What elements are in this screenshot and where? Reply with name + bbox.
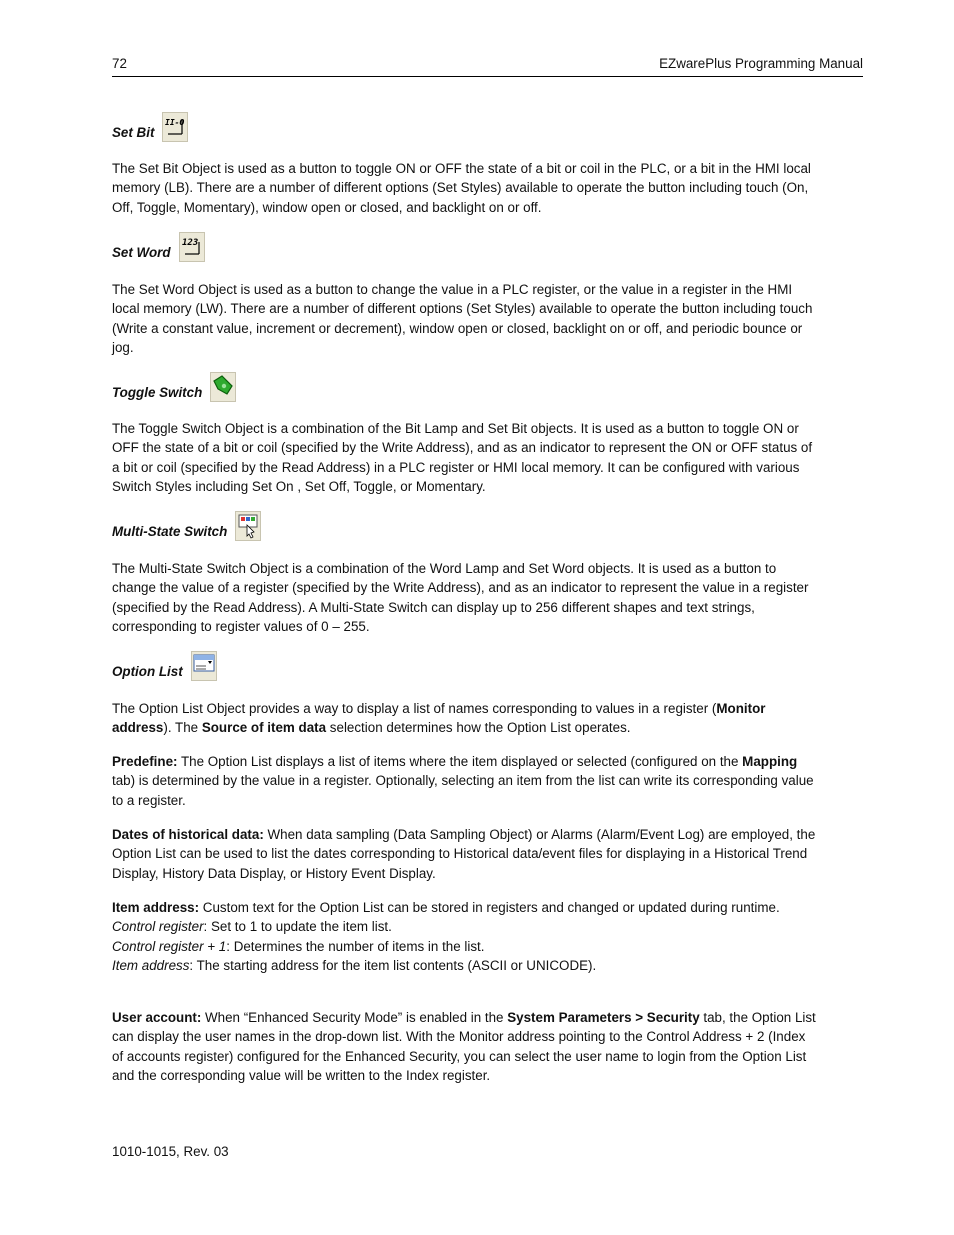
multi-state-switch-body: The Multi-State Switch Object is a combination of the Word Lamp and Set Word objects. It is used as a button to change the value of a register (specified by the Write Address), and as an indicator to represent the value in a register (specified by the Read Address). A Multi-State Switch can display up to 256 different shapes and text strings, corresponding to register values of 0 – 255. <box>112 561 809 634</box>
dates-label: Dates of historical data: <box>112 827 264 842</box>
control-register-plus-1-line: Control register + 1: Determines the number of items in the list. <box>112 938 485 954</box>
option-list-item-address: Item address: Custom text for the Option List can be stored in registers and changed or updated during runtime. Control register: Set to 1 to update the item list. Control register + 1: Determines the number of items in the list. Item address: The starting address for the item list contents (ASCII or UNICODE). <box>112 898 817 975</box>
section-title-toggle-switch <box>112 372 234 400</box>
toggle-switch-title: Toggle Switch <box>112 385 203 400</box>
manual-title: EZwarePlus Programming Manual <box>659 56 863 71</box>
toggle-switch-body: The Toggle Switch Object is a combination of the Bit Lamp and Set Bit objects. It is used as a button to toggle ON or OFF the state of a bit or coil (specified by the Write Address), and as an indicator to represent the ON or OFF status of a bit or coil (specified by the Read Address) in a PLC register or HMI local memory. It can be configured with various Switch Styles including Set On , Set Off, Toggle, or Momentary. <box>112 421 813 494</box>
option-list-title: Option List <box>112 664 183 679</box>
option-list-intro: The Option List Object provides a way to display a list of names corresponding to values in a register (Monitor address). The Source of item data selection determines how the Option List operates. <box>112 701 766 736</box>
option-list-user-account: User account: When “Enhanced Security Mode” is enabled in the System Parameters > Security tab, the Option List can display the user names in the drop-down list. With the Monitor address pointing to the Control Address + 2 (Index of accounts register) configured for the Enhanced Security, you can select the user name to login from the Option List and the corresponding value will be written to the Index register. <box>112 1010 816 1083</box>
predefine-label: Predefine: <box>112 754 178 769</box>
svg-text:123: 123 <box>181 238 198 248</box>
mapping-term: Mapping <box>742 754 798 769</box>
user-account-label: User account: <box>112 1010 202 1025</box>
option-list-icon <box>191 651 215 679</box>
set-word-body: The Set Word Object is used as a button to change the value in a PLC register, or the value in a register in the HMI local memory (LW). There are a number of different options (Set Styles) available to operate the button including touch (Write a constant value, increment or decrement), window open or closed, backlight on or off, and periodic bounce or jog. <box>112 282 813 355</box>
item-address-line: Item address: The starting address for the item list contents (ASCII or UNICODE). <box>112 957 597 973</box>
set-bit-body: The Set Bit Object is used as a button to toggle ON or OFF the state of a bit or coil in the PLC, or a bit in the HMI local memory (LB). There are a number of different options (Set Styles) available to operate the button including touch (On, Off, Toggle, Momentary), window open or closed, and backlight on or off. <box>112 161 811 215</box>
toggle-switch-icon <box>210 372 234 400</box>
page-footer: 1010-1015, Rev. 03 <box>112 1144 229 1159</box>
item-address-label: Item address: <box>112 900 200 915</box>
svg-text:II-O: II-O <box>165 118 185 127</box>
set-word-icon <box>179 232 203 260</box>
set-bit-title: Set Bit <box>112 125 155 140</box>
option-list-predefine: Predefine: The Option List displays a list of items where the item displayed or selected (configured on the Mapping tab) is determined by the value in a register. Optionally, selecting an item from the list can write its corresponding value to a register. <box>112 754 814 808</box>
multi-state-switch-icon <box>235 511 259 539</box>
set-bit-icon <box>162 112 186 140</box>
set-word-title: Set Word <box>112 245 171 260</box>
option-list-dates: Dates of historical data: When data sampling (Data Sampling Object) or Alarms (Alarm/Event Log) are employed, the Option List can be used to list the dates corresponding to Historical data/event files for displaying in a Historical Trend Display, History Data Display, or History Event Display. <box>112 827 816 881</box>
section-title-set-bit <box>112 112 186 140</box>
section-title-multi-state-switch <box>112 511 259 539</box>
multi-state-switch-title: Multi-State Switch <box>112 524 228 539</box>
system-parameters-security-term: System Parameters > Security <box>507 1010 700 1025</box>
section-title-option-list <box>112 651 215 679</box>
monitor-address-term: Monitor address <box>112 701 766 736</box>
source-of-item-data-term: Source of item data <box>201 720 327 736</box>
page-header <box>112 56 863 77</box>
section-title-set-word <box>112 232 203 260</box>
page-number: 72 <box>112 56 127 71</box>
control-register-line: Control register: Set to 1 to update the item list. <box>112 919 392 935</box>
